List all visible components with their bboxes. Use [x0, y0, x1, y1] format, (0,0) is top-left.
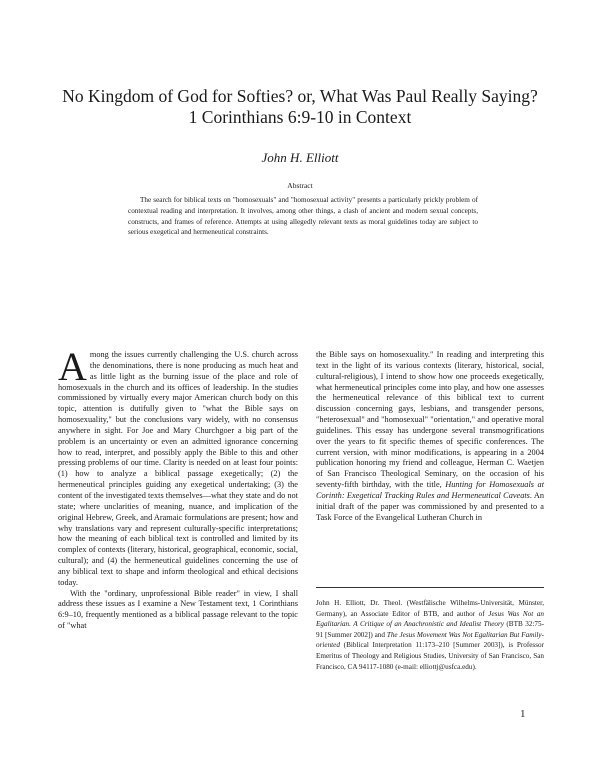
paragraph-1-text: mong the issues currently challenging the U.S. church across the denominations, there is none producing as much heat and as little light as the burning issue of the place and role of homosexuals in the church and its offices of leadership. In the studies commissioned by virtually every major American church body on this topic, attention is dutifully given to "what the Bible says on homosexuality," but the conclusions vary widely, with no consensus anywhere in sight. For Joe and Mary Churchgoer a big part of the problem is an uncertainty or even an admitted ignorance concerning how to read, interpret, and possibly apply the Bible to this and other pressing problems of our time. Clarity is needed on at least four points: (1) how to analyze a biblical passage exegetically; (2) the hermeneutical principles guiding any exegetical undertaking; (3) the content of the investigated texts themselves—what they state and do not state; where unclarities of meaning, nuance, and implication of the original Hebrew, Greek, and Aramaic formulations are present; how and why translations vary and represent culturally-specific interpretations; how the meaning of each biblical text is controlled and limited by its complex of contexts (literary, historical, geographical, economic, social, cultural); and (4) the hermeneutical guidelines concerning the use of any biblical text to shape and inform theological and ethical decisions today.: [58, 350, 298, 587]
footnote-text-e: (Biblical Interpretation 11:173–210 [Summer 2003]), is Professor Emeritus of Theology and Religious Studies, University of San Francisco, San Francisco, CA 94117-1080 (e-mail: elliottj@usfca.edu).: [316, 641, 544, 671]
page-number: 1: [520, 708, 526, 720]
footnote-title-1: Jesus Was Not an Egalitarian. A Critique of an Anachronistic and Idealist Theory: [316, 609, 545, 629]
body-paragraph-1: [58, 344, 298, 589]
article-title: No Kingdom of God for Softies? or, What Was Paul Really Saying? 1 Corinthians 6:9-10 in Context: [62, 86, 538, 127]
drop-cap: A: [58, 344, 87, 389]
right-column: [316, 350, 544, 524]
footnote-rule: [316, 587, 544, 588]
body-paragraph-2: With the "ordinary, unprofessional Bible reader" in view, I shall address these issues as I examine a New Testament text, 1 Corinthians 6:9–10, frequently mentioned as a biblical passage relevant to the topic of "what: [58, 588, 298, 631]
paragraph-3-text-a: the Bible says on homosexuality." In reading and interpreting this text in the light of its various contexts (literary, historical, social, cultural-religious), I intend to show how one proceeds exegetically, what hermeneutical principles come into play, and how one assesses the hermeneutical relevance of this biblical text to current discussion concerning gays, lesbians, and transgender persons, "heterosexual" and "homosexual" "orientation," and operative moral guidelines. This essay has undergone several transmogrifications over the years to fit specific themes of specific conferences. The current version, with minor modifications, is appearing in a 2004 publication honoring my friend and colleague, Herman C. Waetjen of San Francisco Theological Seminary, on the occasion of his seventy-fifth birthday, with the title,: [316, 350, 544, 490]
left-column: [58, 344, 298, 632]
footnote-text-a: John H. Elliott, Dr. Theol. (Westfälische Wilhelms-Universität, Münster, Germany), an Associate Editor of BTB, and author of: [316, 599, 544, 618]
footnote-title-2: The Jesus Movement Was Not Egalitarian But Family-oriented: [316, 630, 544, 650]
abstract-text: The search for biblical texts on "homosexuals" and "homosexual activity" presents a particularly prickly problem of contextual reading and interpretation. It involves, among other things, a clash of ancient and modern sexual concepts, constructs, and frames of reference. Attempts at using allegedly relevant texts as moral guidelines today are subject to serious exegetical and hermeneutical constraints.: [128, 196, 478, 237]
footnote-text-c: (BTB 32:75-91 [Summer 2002]) and: [316, 620, 544, 639]
abstract-heading: Abstract: [287, 181, 313, 190]
body-paragraph-3: [316, 350, 544, 524]
paragraph-3-text-c: . An initial draft of the paper was commissioned by and presented to a Task Force of the Evangelical Lutheran Church in: [316, 490, 544, 522]
cited-title: Hunting for Homosexuals at Corinth: Exegetical Tracking Rules and Hermeneutical Caveats: [316, 480, 544, 500]
author-name: John H. Elliott: [261, 150, 339, 165]
author-footnote: [316, 598, 544, 672]
